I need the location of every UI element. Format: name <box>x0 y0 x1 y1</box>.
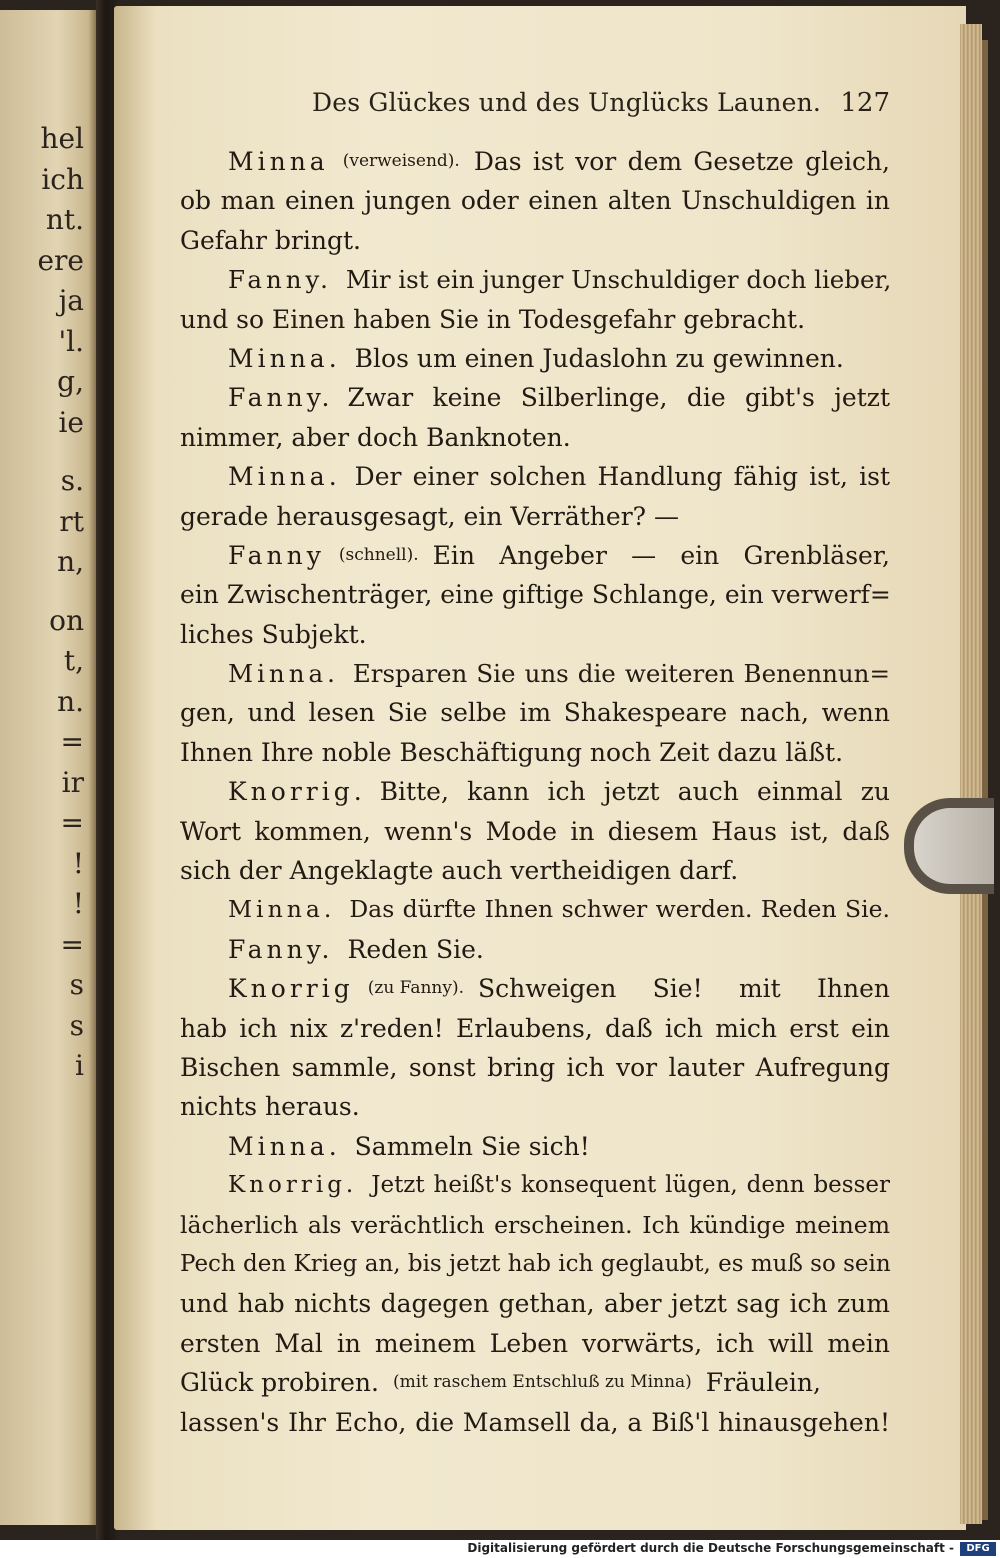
text-line <box>180 693 890 732</box>
line-text: nichts heraus. <box>180 1092 360 1122</box>
running-head <box>180 88 890 128</box>
speaker-name: Minna. <box>228 895 336 924</box>
funding-credit: Digitalisierung gefördert durch die Deutsche Forschungsgemeinschaft - <box>467 1541 954 1555</box>
left-page-fragment: n, <box>57 545 84 578</box>
text-line <box>180 733 890 772</box>
speaker-name: Knorrig. <box>228 777 366 807</box>
left-page-fragment: = <box>60 927 84 961</box>
digitization-footer <box>0 1540 1000 1558</box>
left-page <box>0 10 96 1525</box>
line-text: liches Subjekt. <box>180 619 367 649</box>
stage-direction: (verweisend). <box>342 151 460 171</box>
line-text: Das dürfte Ihnen schwer werden. Reden Sie. <box>349 895 890 924</box>
speaker-name: Fanny <box>228 540 325 570</box>
speaker-name: Fanny. <box>228 934 334 964</box>
line-text: lassen's Ihr Echo, die Mamsell da, a Biß'l hinausgehen! <box>180 1407 890 1437</box>
line-text: Bitte, kann ich jetzt auch einmal zu <box>379 777 890 807</box>
speaker-name: Fanny. <box>228 265 332 295</box>
line-text: und so Einen haben Sie in Todesgefahr gebracht. <box>180 304 806 334</box>
text-line <box>180 615 890 654</box>
line-text: Reden Sie. <box>347 934 484 964</box>
left-page-fragment: ja <box>58 284 84 317</box>
left-page-fragment: on <box>49 603 84 637</box>
text-line <box>180 930 890 969</box>
stage-direction: (mit raschem Entschluß zu Minna) <box>392 1372 692 1393</box>
line-text: Der einer solchen Handlung fähig ist, ist <box>354 462 890 492</box>
left-page-fragment: s <box>69 968 84 1001</box>
text-line <box>180 1363 890 1402</box>
line-text: ob man einen jungen oder einen alten Unschuldigen in <box>180 186 890 216</box>
line-text: gen, und lesen Sie selbe im Shakespeare nach, wenn <box>180 698 890 728</box>
speaker-name: Minna. <box>228 343 341 373</box>
page-number: 127 <box>840 88 890 118</box>
text-line <box>180 1245 890 1284</box>
left-page-fragment: = <box>60 806 84 839</box>
line-text: Mir ist ein junger Unschuldiger doch lieber, <box>345 265 892 295</box>
text-line <box>180 418 890 457</box>
text-line <box>180 772 890 811</box>
speaker-name: Minna. <box>228 462 341 492</box>
left-page-fragment: 'l. <box>58 324 84 358</box>
text-line <box>180 1284 890 1323</box>
line-text: hab ich nix z'reden! Erlaubens, daß ich mich erst ein <box>180 1013 890 1043</box>
dfg-logo: DFG <box>960 1542 996 1556</box>
page-edges <box>960 24 982 1524</box>
line-text: Blos um einen Judaslohn zu gewinnen. <box>354 343 844 373</box>
speaker-name: Minna. <box>228 1131 341 1161</box>
text-line <box>180 1206 890 1245</box>
text-line <box>180 1166 890 1205</box>
text-line <box>180 851 890 890</box>
play-dialogue-text <box>180 142 890 1442</box>
text-line <box>180 339 890 378</box>
left-page-fragment: nt. <box>45 203 84 236</box>
left-page-fragment: ich <box>41 162 84 196</box>
line-text: lächerlich als verächtlich erscheinen. Ich kündige meinem <box>180 1210 890 1239</box>
text-line <box>180 221 890 260</box>
line-text: Gefahr bringt. <box>180 225 361 255</box>
line-text: und hab nichts dagegen gethan, aber jetzt sag ich zum <box>180 1289 890 1319</box>
line-text: Schweigen Sie! mit Ihnen <box>478 974 890 1004</box>
book-cover-edge <box>982 40 988 1520</box>
line-text: Ihnen Ihre noble Beschäftigung noch Zeit dazu läßt. <box>180 737 844 767</box>
line-text: gerade herausgesagt, ein Verräther? — <box>180 501 679 531</box>
left-page-fragment: ir <box>61 765 84 799</box>
text-line <box>180 654 890 693</box>
left-page-fragment: hel <box>40 122 84 155</box>
line-text: Ein Angeber — ein Grenbläser, <box>432 540 890 570</box>
line-text: Fräulein, <box>705 1368 821 1398</box>
text-line <box>180 260 890 299</box>
line-text: Das ist vor dem Gesetze gleich, <box>473 147 890 176</box>
text-line <box>180 497 890 536</box>
text-line <box>180 969 890 1008</box>
text-line <box>180 457 890 496</box>
text-line <box>180 300 890 339</box>
text-line <box>180 181 890 220</box>
line-text: Wort kommen, wenn's Mode in diesem Haus ist, daß <box>180 816 890 846</box>
stage-direction: (zu Fanny). <box>367 978 464 999</box>
text-line <box>180 536 890 575</box>
line-text: Sammeln Sie sich! <box>354 1131 590 1161</box>
left-page-fragment: i <box>75 1049 84 1082</box>
line-text: Bischen sammle, sonst bring ich vor lauter Aufregung <box>180 1052 890 1082</box>
speaker-name: Minna. <box>228 659 339 689</box>
speaker-name: Fanny. <box>228 383 334 413</box>
left-page-fragment: n. <box>57 684 84 718</box>
line-text: Zwar keine Silberlinge, die gibt's jetzt <box>347 383 890 413</box>
left-page-fragment: ! <box>72 887 84 920</box>
page-clip <box>904 798 994 894</box>
speaker-name: Knorrig <box>228 974 354 1004</box>
stage-direction: (schnell). <box>338 544 419 565</box>
line-text: ersten Mal in meinem Leben vorwärts, ich will mein <box>180 1328 890 1358</box>
left-page-fragment: rt <box>59 504 84 538</box>
speaker-name: Minna <box>228 147 329 176</box>
left-page-fragment: = <box>60 725 84 758</box>
line-text: Glück probiren. <box>180 1368 379 1398</box>
line-text: sich der Angeklagte auch vertheidigen darf. <box>180 856 739 886</box>
text-line <box>180 1127 890 1166</box>
left-page-fragment: ! <box>72 846 84 880</box>
text-line <box>180 575 890 614</box>
text-line <box>180 142 890 181</box>
line-text: Jetzt heißt's konsequent lügen, denn besser <box>371 1172 890 1199</box>
left-page-fragment: ere <box>37 243 84 277</box>
left-page-fragment: ie <box>58 405 84 439</box>
speaker-name: Knorrig. <box>228 1172 358 1199</box>
text-line <box>180 1087 890 1126</box>
line-text: nimmer, aber doch Banknoten. <box>180 422 571 452</box>
text-line <box>180 890 890 929</box>
running-head-title: Des Glückes und des Unglücks Launen. <box>312 88 822 117</box>
left-page-fragment: t, <box>63 644 84 677</box>
text-line <box>180 378 890 417</box>
text-line <box>180 1324 890 1363</box>
text-line <box>180 1048 890 1087</box>
left-page-fragment: s. <box>60 464 84 497</box>
text-line <box>180 1009 890 1048</box>
text-line <box>180 1403 890 1442</box>
line-text: Ersparen Sie uns die weiteren Benennun= <box>352 659 890 689</box>
left-page-fragment: g, <box>57 365 84 398</box>
line-text: ein Zwischenträger, eine giftige Schlange, ein verwerf= <box>180 580 891 610</box>
line-text: Pech den Krieg an, bis jetzt hab ich geglaubt, es muß so sein <box>180 1250 891 1277</box>
left-page-fragment: s <box>69 1008 84 1042</box>
text-line <box>180 812 890 851</box>
